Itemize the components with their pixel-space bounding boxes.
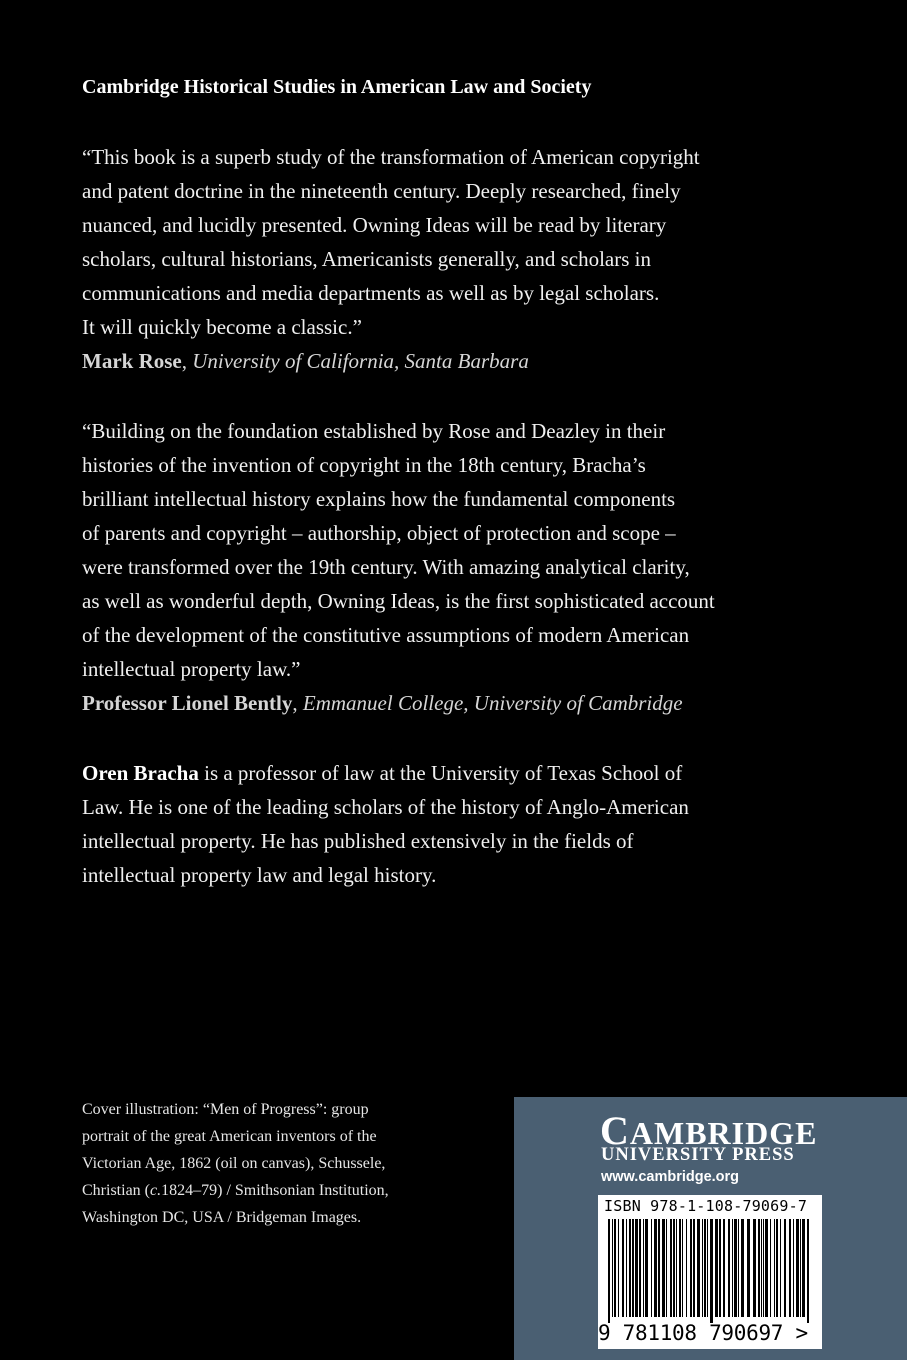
barcode-bar bbox=[629, 1219, 631, 1317]
barcode-bar bbox=[614, 1219, 616, 1317]
review-2-affiliation: Emmanuel College, University of Cambridge bbox=[302, 691, 683, 715]
isbn-text: ISBN 978-1-108-79069-7 bbox=[604, 1197, 808, 1215]
barcode-bar bbox=[645, 1219, 648, 1317]
barcode-bar bbox=[776, 1219, 778, 1317]
review-2-line: of parents and copyright – authorship, object of protection and scope – bbox=[82, 521, 676, 545]
publisher-name-rest: AMBRIDGE bbox=[629, 1115, 818, 1151]
cover-credit-line bbox=[82, 1177, 389, 1204]
author-bio-text: is a professor of law at the University of Texas School of bbox=[198, 761, 683, 785]
barcode-bar bbox=[796, 1219, 799, 1317]
barcode-bar bbox=[662, 1219, 665, 1317]
review-2-line: brilliant intellectual history explains how the fundamental components bbox=[82, 487, 676, 511]
barcode-bar bbox=[686, 1219, 687, 1317]
publisher-subname: UNIVERSITY PRESS bbox=[601, 1145, 795, 1165]
barcode-bar bbox=[800, 1219, 801, 1317]
review-2-line: intellectual property law.” bbox=[82, 657, 301, 681]
barcode-bar bbox=[626, 1219, 627, 1317]
review-2-line: “Building on the foundation established by Rose and Deazley in their bbox=[82, 419, 666, 443]
series-title: Cambridge Historical Studies in American Law and Society bbox=[82, 76, 592, 98]
publisher-name-initial: C bbox=[600, 1108, 630, 1153]
barcode-bar bbox=[682, 1219, 683, 1317]
review-2-line: of the development of the constitutive assumptions of modern American bbox=[82, 623, 690, 647]
barcode-bar bbox=[780, 1219, 781, 1317]
cover-credit bbox=[82, 1096, 389, 1231]
barcode-bar bbox=[608, 1219, 610, 1323]
barcode-bar bbox=[807, 1219, 809, 1323]
author-bio-line: Law. He is one of the leading scholars of the history of Anglo-American bbox=[82, 795, 689, 819]
barcode-bar bbox=[789, 1219, 791, 1317]
review-2-line: as well as wonderful depth, Owning Ideas, is the first sophisticated account bbox=[82, 589, 715, 613]
barcode-bar bbox=[707, 1219, 708, 1317]
barcode-bar bbox=[697, 1219, 700, 1317]
review-2-line: were transformed over the 19th century. With amazing analytical clarity, bbox=[82, 555, 690, 579]
author-bio bbox=[82, 756, 782, 892]
barcode-bar bbox=[719, 1219, 721, 1317]
barcode-bar bbox=[793, 1219, 794, 1317]
review-1-line: scholars, cultural historians, Americanists generally, and scholars in bbox=[82, 247, 651, 271]
barcode bbox=[598, 1195, 822, 1349]
author-bio-line: intellectual property. He has published extensively in the fields of bbox=[82, 829, 634, 853]
barcode-bar bbox=[763, 1219, 764, 1317]
barcode-bar bbox=[710, 1219, 713, 1323]
barcode-bar bbox=[784, 1219, 786, 1317]
barcode-bar bbox=[802, 1219, 805, 1317]
barcode-bar bbox=[635, 1219, 638, 1317]
barcode-bar bbox=[734, 1219, 737, 1317]
publisher-panel bbox=[514, 1097, 907, 1360]
review-2-attribution: Professor Lionel Bently, Emmanuel College, University of Cambridge bbox=[82, 691, 683, 715]
barcode-bar bbox=[666, 1219, 667, 1317]
barcode-bar bbox=[654, 1219, 657, 1317]
review-2-author: Professor Lionel Bently bbox=[82, 691, 293, 715]
author-bio-line bbox=[82, 756, 782, 790]
barcode-bar bbox=[622, 1219, 624, 1317]
barcode-bar bbox=[690, 1219, 692, 1317]
barcode-bar bbox=[732, 1219, 733, 1317]
cover-credit-line: Cover illustration: “Men of Progress”: group bbox=[82, 1101, 369, 1118]
barcode-bar bbox=[723, 1219, 725, 1317]
barcode-bar bbox=[761, 1219, 762, 1317]
review-1-line: and patent doctrine in the nineteenth century. Deeply researched, finely bbox=[82, 179, 681, 203]
author-name: Oren Bracha bbox=[82, 761, 199, 785]
barcode-bar bbox=[670, 1219, 672, 1317]
barcode-bar bbox=[728, 1219, 730, 1317]
barcode-bar bbox=[758, 1219, 760, 1317]
barcode-bar bbox=[639, 1219, 641, 1317]
barcode-bar bbox=[651, 1219, 652, 1317]
barcode-bar bbox=[618, 1219, 619, 1317]
cover-credit-line: portrait of the great American inventors of the bbox=[82, 1128, 377, 1145]
review-1-line: It will quickly become a classic.” bbox=[82, 315, 362, 339]
cover-credit-text: 1824–79) / Smithsonian Institution, bbox=[161, 1182, 389, 1199]
review-1-attribution: Mark Rose, University of California, Santa Barbara bbox=[82, 349, 529, 373]
barcode-bars bbox=[608, 1219, 812, 1323]
cover-credit-line: Victorian Age, 1862 (oil on canvas), Schussele, bbox=[82, 1155, 386, 1172]
barcode-bar bbox=[741, 1219, 744, 1317]
barcode-bar bbox=[643, 1219, 644, 1317]
barcode-bar bbox=[693, 1219, 695, 1317]
barcode-bar bbox=[747, 1219, 750, 1317]
barcode-bar bbox=[738, 1219, 739, 1317]
barcode-bar bbox=[658, 1219, 660, 1317]
barcode-bar bbox=[704, 1219, 706, 1317]
review-1-line: nuanced, and lucidly presented. Owning Ideas will be read by literary bbox=[82, 213, 667, 237]
cover-credit-text: Christian ( bbox=[82, 1182, 150, 1199]
ean-digits: 9 781108 790697 > bbox=[598, 1321, 808, 1345]
barcode-bar bbox=[774, 1219, 775, 1317]
review-1-affiliation: University of California, Santa Barbara bbox=[192, 349, 529, 373]
cover-credit-line: Washington DC, USA / Bridgeman Images. bbox=[82, 1209, 362, 1226]
review-1-author: Mark Rose bbox=[82, 349, 182, 373]
barcode-bar bbox=[679, 1219, 681, 1317]
review-2-line: histories of the invention of copyright in the 18th century, Bracha’s bbox=[82, 453, 646, 477]
author-bio-line: intellectual property law and legal history. bbox=[82, 863, 437, 887]
review-1-line: communications and media departments as well as by legal scholars. bbox=[82, 281, 660, 305]
barcode-bar bbox=[612, 1219, 613, 1317]
barcode-bar bbox=[753, 1219, 756, 1317]
barcode-bar bbox=[676, 1219, 677, 1317]
barcode-bar bbox=[715, 1219, 718, 1317]
barcode-bar bbox=[765, 1219, 768, 1317]
review-1-line: “This book is a superb study of the transformation of American copyright bbox=[82, 145, 700, 169]
barcode-bar bbox=[673, 1219, 675, 1317]
review-2 bbox=[82, 414, 782, 720]
barcode-bar bbox=[770, 1219, 771, 1317]
barcode-bar bbox=[632, 1219, 634, 1317]
cover-credit-circa: c. bbox=[150, 1182, 162, 1199]
review-1 bbox=[82, 140, 782, 378]
publisher-url: www.cambridge.org bbox=[601, 1169, 740, 1185]
barcode-bar bbox=[702, 1219, 703, 1317]
